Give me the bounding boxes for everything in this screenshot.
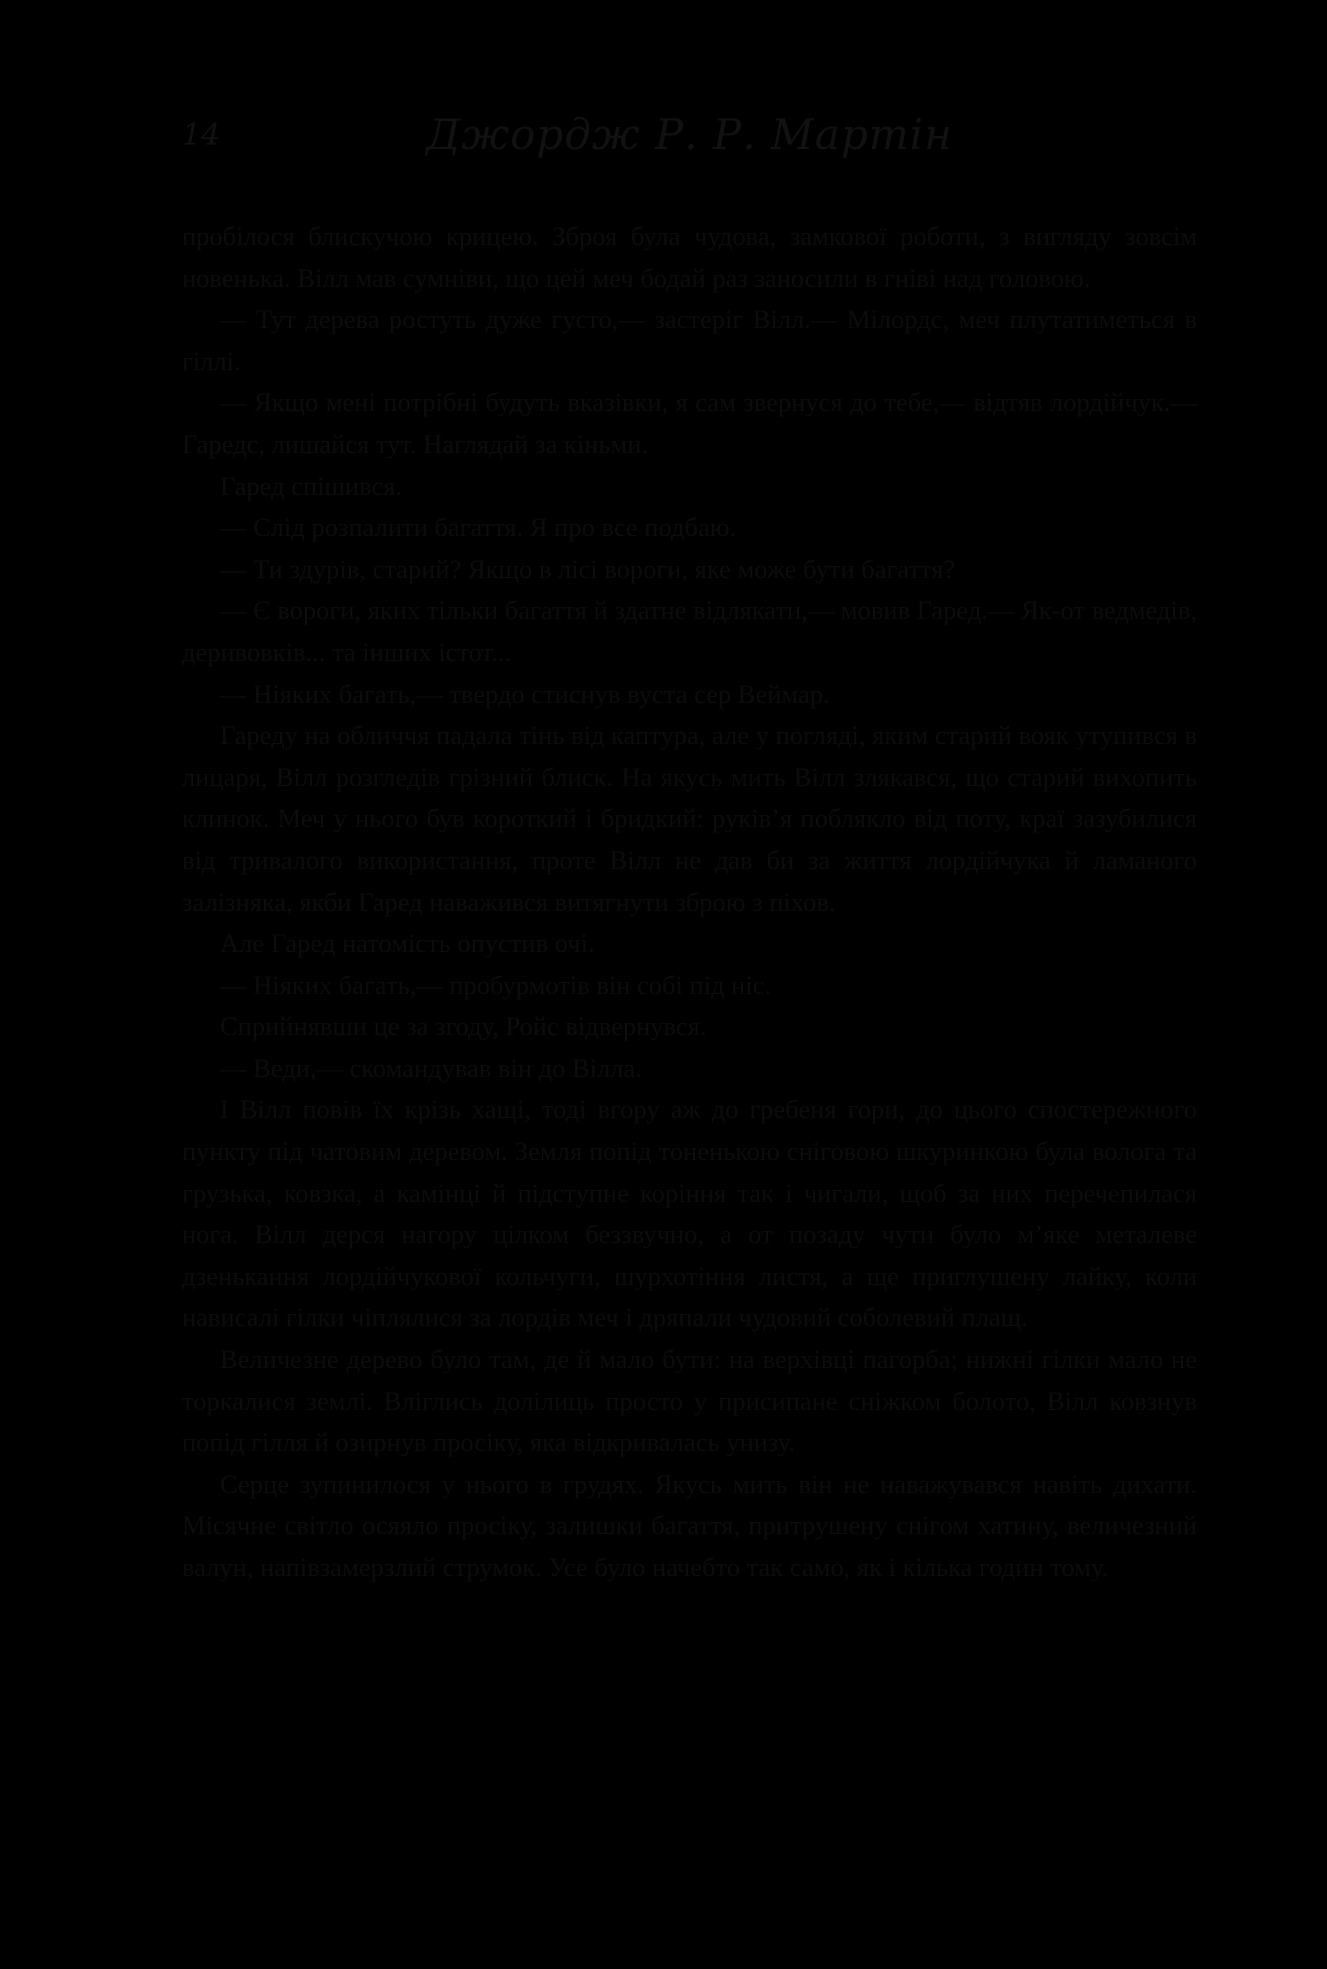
paragraph: — Слід розпалити багаття. Я про все подбаю. <box>220 512 737 543</box>
running-head <box>182 110 1197 170</box>
paragraph: І Вілл повів їх крізь хащі, тоді вгору аж до гребеня гори, до цього спостережного пункту під чатовим деревом. Земля попід тоненькою сніговою шкуринкою була волога та грузька, ковзка, а камінці й підступне коріння так і чигали, щоб за них перечепилася нога. Вілл дерся нагору цілком беззвучно, а от позаду чути було м’яке металеве дзенькання лордійчукової кольчуги, шурхотіння листя, а ще приглушену лайку, коли нависалі гілки чіплялися за лордів меч і дряпали чудовий соболевий плащ. <box>182 1094 1197 1333</box>
paragraph: пробілося блискучою крицею. Зброя була чудова, замкової роботи, з вигляду зовсім новенька. Вілл мав сумніви, що цей меч бодай раз заносили в гніві над головою. <box>182 221 1197 293</box>
paragraph: — Веди,— скомандував він до Вілла. <box>220 1052 642 1083</box>
paragraph: — Ніяких багать,— твердо стиснув вуста сер Веймар. <box>220 678 830 709</box>
paragraph: — Є вороги, яких тільки багаття й здатне відлякати,— мовив Гаред.— Як-от ведмедів, деривовків... та інших істот... <box>182 595 1197 667</box>
paragraph: — Ти здурів, старий? Якщо в лісі вороги, яке може бути багаття? <box>220 553 956 584</box>
paragraph: — Тут дерева ростуть дуже густо,— застеріг Вілл.— Мілордс, меч плутатиметься в гіллі. <box>182 304 1197 376</box>
paragraph: Гареду на обличчя падала тінь від каптура, але у погляді, яким старий вояк утупився в лицаря, Вілл розгледів грізний блиск. На якусь мить Вілл злякався, що старий вихопить клинок. Меч у нього був короткий і бридкий: руків’я поблякло від поту, краї зазубилися від тривалого використання, проте Вілл не дав би за життя лордійчука й ламаного залізняка, якби Гаред наважився витягнути зброю з піхов. <box>182 720 1197 917</box>
paragraph: Гаред спішився. <box>220 470 403 501</box>
paragraph: Але Гаред натомість опустив очі. <box>220 928 595 959</box>
paragraph: — Ніяких багать,— пробурмотів він собі під ніс. <box>220 969 772 1000</box>
paragraph: Величезне дерево було там, де й мало бути: на верхівці пагорба; нижні гілки мало не торкалися землі. Вліглись долілиць просто у присипане сніжком болото, Вілл ковзнув попід гілля й озирнув просіку, яка відкривалась унизу. <box>182 1344 1197 1458</box>
paragraph: — Якщо мені потрібні будуть вказівки, я сам звернуся до тебе,— відтяв лордійчук.— Гаредс, лишайся тут. Наглядай за кіньми. <box>182 387 1197 459</box>
paragraph: Серце зупинилося у нього в грудях. Якусь мить він не наважувався навіть дихати. Місячне світло осяяло просіку, залишки багаття, притрушену снігом хатину, величезний валун, напівзамерзлий струмок. Усе було начебто так само, як і кілька годин тому. <box>182 1468 1197 1582</box>
page-number: 14 <box>182 118 221 153</box>
paragraph: Сприйнявши це за згоду, Ройс відвернувся. <box>220 1011 707 1042</box>
body-text <box>182 216 1197 1589</box>
author-title: Джордж Р. Р. Мартін <box>426 110 953 159</box>
